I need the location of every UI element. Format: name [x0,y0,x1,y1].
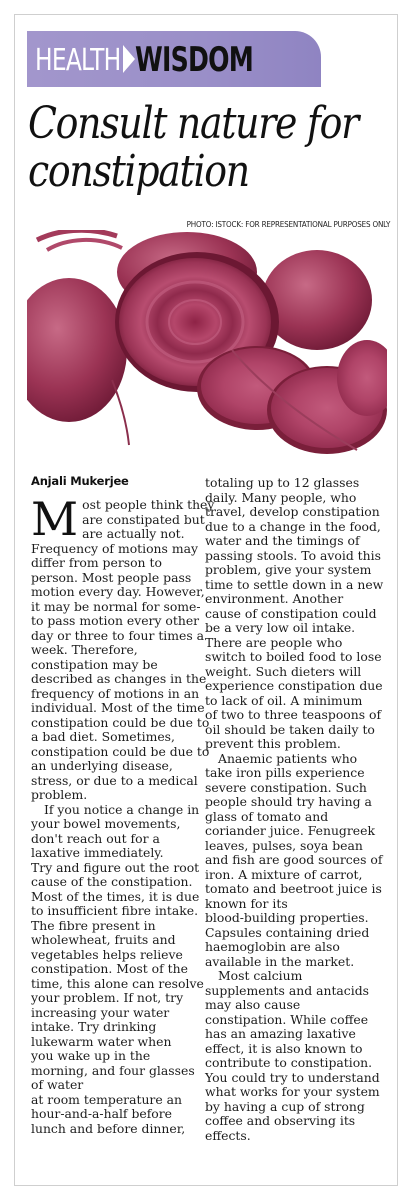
headline-line-1: Consult nature for [28,98,358,149]
article-line: available in the market. [205,953,355,969]
article-column-left [31,492,215,1136]
article-line: take iron pills experience [205,765,365,780]
article-line: contribute to constipation. [205,1055,373,1070]
article-line: weight. Such dieters will [205,663,362,679]
article-line: haemoglobin are also [205,939,340,954]
article-line: be a very low oil intake. [205,620,356,635]
article-line: a bad diet. Sometimes, [31,729,175,744]
article-line: your problem. If not, try [31,990,184,1005]
article-line: Anaemic patients who [218,750,358,766]
article-line: oil should be taken daily to [205,721,375,737]
right-column-text [205,476,385,1143]
article-line: Frequency of motions may [31,540,198,556]
article-line: environment. Another [205,591,344,606]
article-line: you wake up in the [31,1048,151,1063]
article-line: at room temperature an [31,1091,182,1107]
article-line: If you notice a change in [44,801,200,817]
article-line: daily. Many people, who [205,489,357,505]
article-line: constipation could be due to [31,743,210,759]
article-line: vegetables helps relieve [31,946,183,962]
article-line: may also cause [205,997,301,1012]
article-line: You could try to understand [205,1069,380,1085]
article-line: constipation. Most of the [31,961,188,976]
article-line: coffee and observing its [205,1113,356,1128]
article-line: motion every day. However, [31,584,205,599]
article-line: are constipated but [82,511,205,527]
article-line: Try and figure out the root [31,859,200,875]
article-line: of water [31,1077,84,1092]
article-line: cause of constipation could [205,605,377,621]
beetroot-photo [27,230,387,462]
article-line: differ from person to [31,555,162,570]
article-line: week. Therefore, [31,642,138,657]
article-line: to lack of oil. A minimum [205,692,363,708]
headline-line-2: constipation [28,146,249,197]
article-line: stress, or due to a medical [31,772,198,788]
article-line: totaling up to 12 glasses [205,475,360,490]
article-line: laxative immediately. [31,845,164,860]
photo-credit: PHOTO: ISTOCK: FOR REPRESENTATIONAL PURPOSES ONLY [186,220,390,229]
section-label-wisdom: WISDOM [135,40,254,80]
article-line: Most calcium [218,968,303,983]
article-line: of two to three teaspoons of [205,707,382,722]
article-line: wholewheat, fruits and [31,932,176,947]
article-line: your bowel movements, [31,816,181,831]
article-line: prevent this problem. [205,736,341,751]
article-line: cause of the constipation. [31,874,193,889]
article-line: has an amazing laxative [205,1026,356,1041]
article-line: experience constipation due [205,678,383,693]
article-line: blood-building properties. [205,910,369,925]
article-line: an underlying disease, [31,758,173,773]
article-line: what works for your system [205,1084,380,1099]
article-line: to insufficient fibre intake. [31,903,199,918]
article-line: intake. Try drinking [31,1019,157,1034]
article-line: due to a change in the food, [205,518,381,534]
article-line: coriander juice. Fenugreek [205,823,375,838]
article-line: individual. Most of the time [31,700,205,715]
article-line: constipation could be due to [31,714,210,730]
article-line: to pass motion every other [31,613,200,628]
beetroot-illustration [27,230,387,462]
article-line: it may be normal for some- [31,598,201,614]
left-column-text [31,492,215,1136]
article-line: day or three to four times a [31,627,205,643]
article-line: iron. A mixture of carrot, [205,866,363,882]
section-arrow-icon [123,45,135,73]
article-column-right [205,476,385,1143]
article-line: tomato and beetroot juice is [205,881,382,896]
article-line: effects. [205,1127,251,1143]
article-line: supplements and antacids [205,982,370,998]
article-line: morning, and four glasses [31,1062,195,1078]
article-line: constipation may be [31,656,158,672]
article-line: water and the timings of [205,533,360,548]
article-line: known for its [205,895,288,911]
article-line: passing stools. To avoid this [205,547,381,563]
article-line: don't reach out for a [31,830,160,846]
article-line: time to settle down in a new [205,576,384,592]
article-line: people should try having a [205,794,372,809]
article-line: lukewarm water when [31,1033,172,1049]
article-line: ost people think they [82,497,215,512]
article-line: travel, develop constipation [205,504,380,519]
article-line: frequency of motions in an [31,685,200,701]
article-line: leaves, pulses, soya bean [205,837,363,853]
article-line: problem, give your system [205,562,372,577]
headline [28,98,358,197]
article-line: Most of the times, it is due [31,888,200,904]
article-line: hour-and-a-half before [31,1106,173,1121]
article-line: and fish are good sources of [205,852,383,867]
article-line: effect, it is also known to [205,1040,363,1056]
dropcap: M [31,492,79,546]
article-line: glass of tomato and [205,808,329,824]
article-line: described as changes in the [31,671,207,686]
article-line: increasing your water [31,1004,170,1020]
article-line: switch to boiled food to lose [205,649,382,664]
article-line: by having a cup of strong [205,1098,365,1114]
article-line: person. Most people pass [31,569,192,585]
article-line: The fibre present in [31,917,156,933]
article-line: There are people who [205,634,343,650]
article-line: Capsules containing dried [205,924,370,940]
article-line: time, this alone can resolve [31,975,204,991]
byline: Anjali Mukerjee [31,474,129,488]
article-line: problem. [31,787,88,802]
section-label-health: HEALTH [35,43,121,78]
article-line: constipation. While coffee [205,1011,369,1027]
article-line: severe constipation. Such [205,779,367,795]
article-line: are actually not. [82,526,185,541]
article-line: lunch and before dinner, [31,1120,186,1136]
